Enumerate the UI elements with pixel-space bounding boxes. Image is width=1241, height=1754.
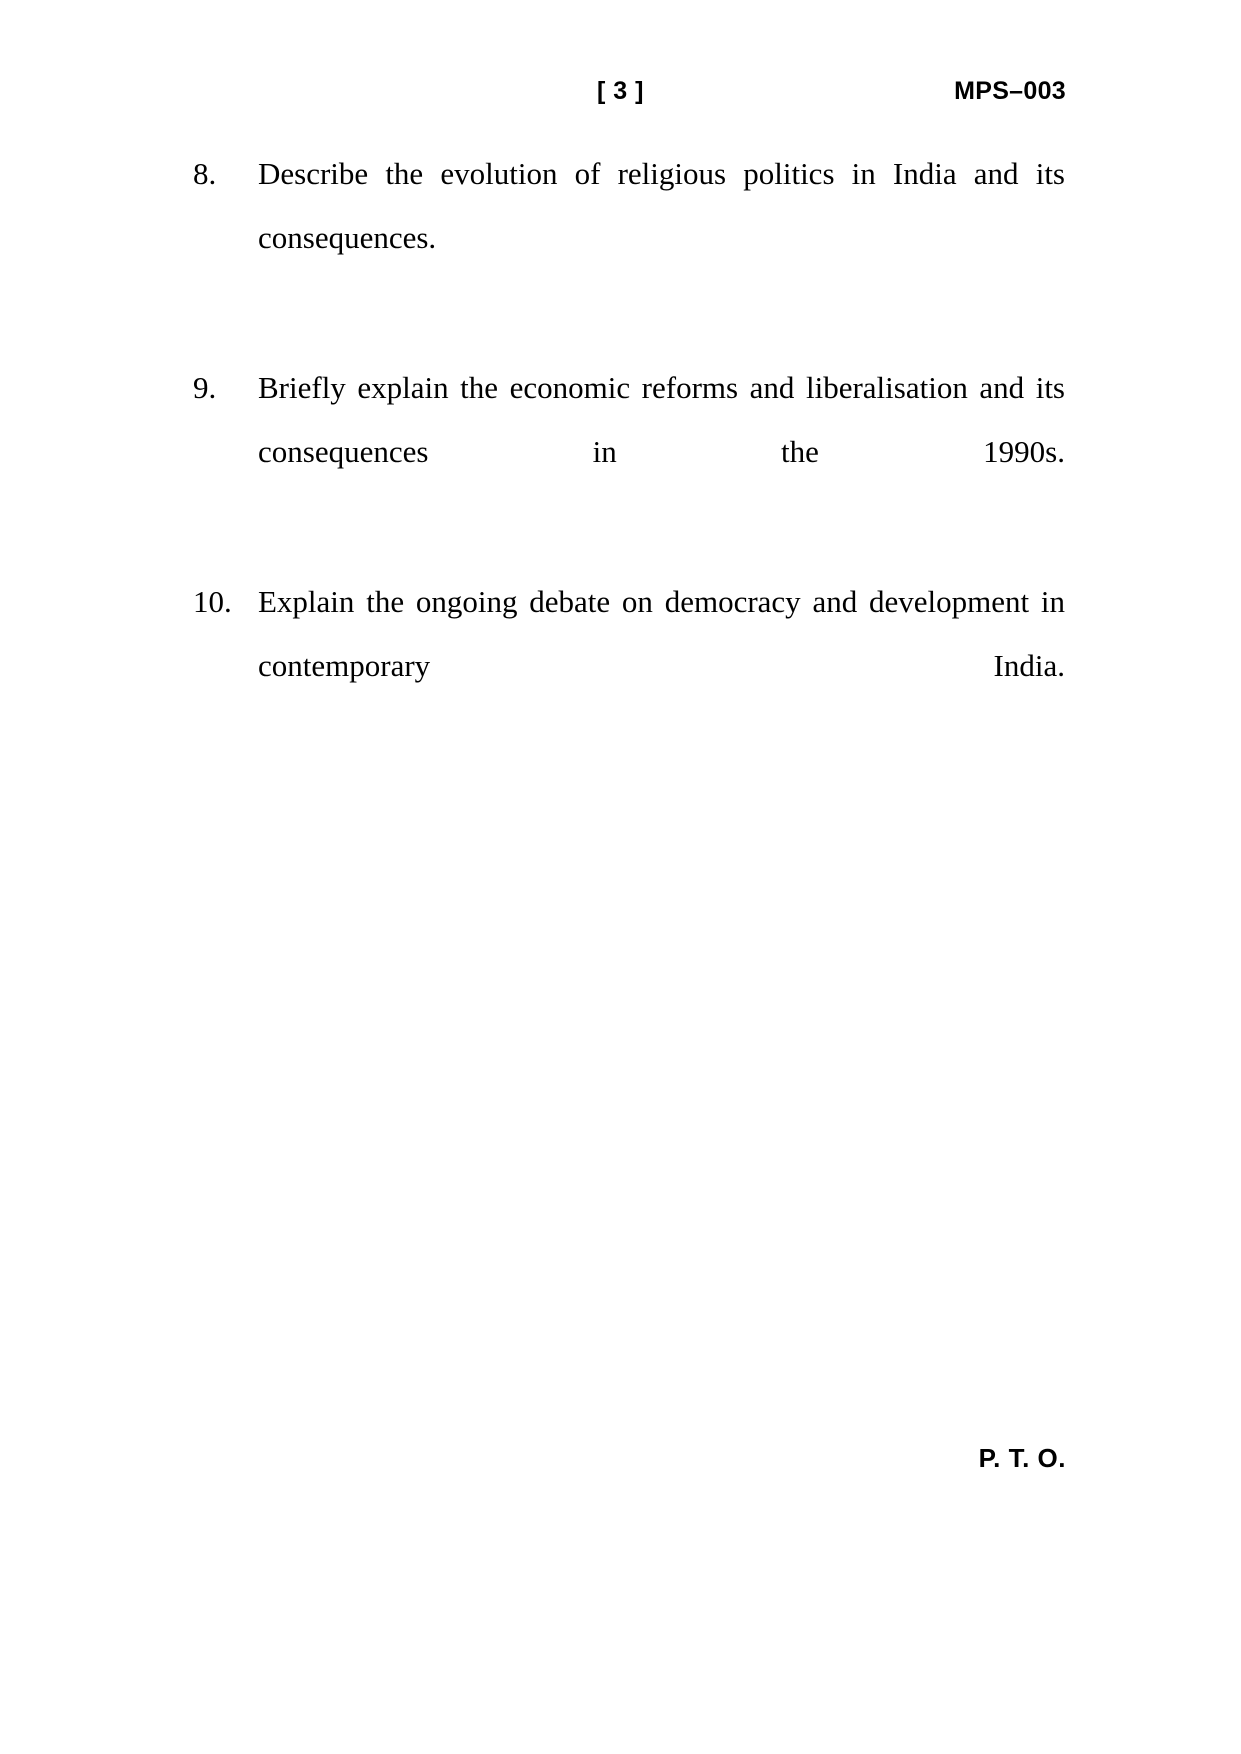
pto-label: P. T. O.	[978, 1443, 1066, 1473]
question-item	[193, 570, 1065, 762]
question-number: 9.	[193, 370, 217, 405]
page-header	[175, 74, 1066, 114]
question-item	[193, 356, 1065, 548]
question-number: 8.	[193, 156, 217, 191]
page-footer	[175, 1440, 1066, 1480]
course-code-label: MPS–003	[954, 77, 1066, 105]
page-number-label: [ 3 ]	[597, 77, 644, 105]
question-text: Explain the ongoing debate on democracy and development in contemporary India.	[258, 584, 1065, 683]
question-item	[193, 142, 1065, 334]
question-list	[193, 142, 1065, 784]
question-number: 10.	[193, 584, 232, 619]
question-text: Briefly explain the economic reforms and liberalisation and its consequences in the 1990s.	[258, 370, 1065, 469]
question-text: Describe the evolution of religious politics in India and its consequences.	[258, 156, 1065, 255]
